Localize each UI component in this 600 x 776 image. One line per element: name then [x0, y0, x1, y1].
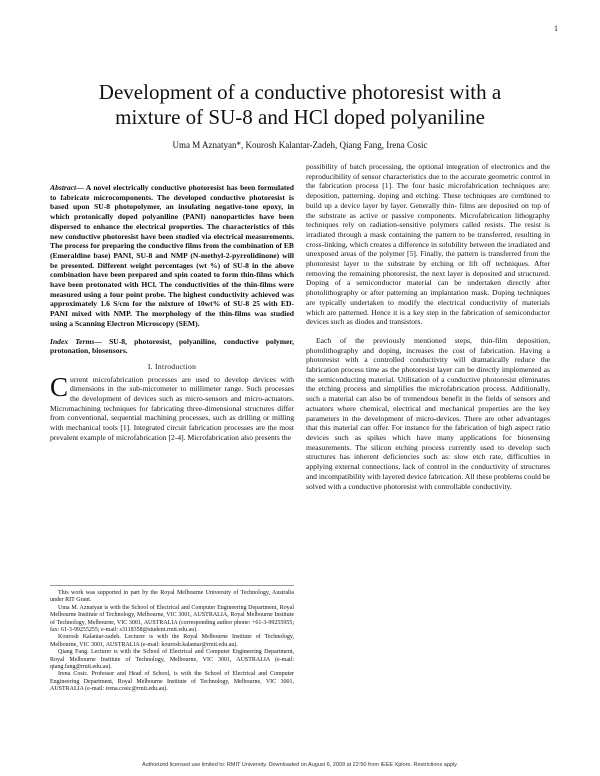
title-line-2: mixture of SU-8 and HCl doped polyaniline: [115, 105, 485, 130]
drop-cap: C: [50, 371, 69, 402]
intro-paragraph: [50, 371, 294, 443]
index-terms-text: — SU-8, photoresist, polyaniline, conductive polymer, protonation, biosensors.: [50, 336, 294, 356]
abstract-label: Abstract: [50, 183, 77, 192]
abstract-text: — A novel electrically conductive photoresist has been formulated to fabricate microcomponents. The developed conductive photoresist is based upon SU-8 photopolymer, an insulating negative-tone epoxy, in which protonically doped polyaniline (PANI) nanoparticles have been dispersed to enhance the electrical properties. The characteristics of this new conductive photoresist have been studied via electrical measurements. The process for preparing the conductive films from the combination of EB (Emeraldine base) PANI, SU-8 and NMP (N-methyl-2-pyrrolidinone) will be presented. Different weight percentages (wt %) of SU-8 in the above combination have been prepared and spin coated to form thin-films which have been protonated with HCl. The conductivities of the thin-films were measured using a four point probe. The highest conductivity achieved was approximately 1.6 S/cm for the mixture of 10wt% of SU-8 25 with ED-PANI mixed with NMP. The morphology of the thin-films was studied using a Scanning Electron Microscopy (SEM).: [50, 183, 294, 328]
paragraph-gap: [306, 327, 550, 336]
body-paragraph-2: Each of the previously mentioned steps, thin-film deposition, photolithography and doping, increases the cost of fabrication. Having a photoresist with a controlled conductivity will dramatically reduce the fabrication process time as the photoresist layer can be directly implemented as the semiconducting material. Utilisation of a conductive photoresist eliminates the etching process and simplifies the microfabrication process. Additionally, such a material can also be of tremendous benefit in the fields of sensors and actuators where chemical, electrical and mechanical properties are the key parameters in the development of micro-devices. There are other advantages that this material can offer. For instance for the fabrication of high aspect ratio devices such as spikes which have many applications for biosensing measurements. The silicon etching process currently used to develop such structures has inherent deficiencies such as: slow etch rate, difficulties in applying external connections, lack of control in the conductivity of structures and incompatibility with layered device fabrication. All these problems could be solved with a conductive photoresist with controllable conductivity.: [306, 335, 550, 491]
section-heading-introduction: I. Introduction: [147, 361, 197, 371]
title-line-1: Development of a conductive photoresist with a: [98, 80, 502, 105]
page-number: 1: [554, 24, 558, 33]
author-list: Uma M Aznatyan*, Kourosh Kalantar-Zadeh, Qiang Fang, Irena Cosic: [172, 140, 428, 150]
left-column: [50, 183, 294, 443]
index-terms: [50, 337, 294, 356]
footnote-author-4: Irena Cosic. Professor and Head of School, is with the School of Electrical and Computer Engineering Department, Royal Melbourne Institute of Technology, Melbourne, VIC 3001, AUSTRALIA (e-mail: irena.cosic@rmit.edu.au).: [50, 671, 294, 693]
index-terms-label: Index Terms: [50, 336, 95, 346]
right-column: [306, 162, 550, 491]
abstract: [50, 183, 294, 329]
body-paragraph-1: possibility of batch processing, the optional integration of electronics and the reproducibility of sensor characteristics due to the accurate geometric control in the fabrication process [1]. The four basic microfabrication techniques are: deposition, patterning, doping and etching. These techniques are combined to build up a device layer by layer. Generally thin- films are deposited on top of the substrate as active or passive components. Microfabrication lithography techniques rely on radiation-sensitive polymers called resists. The resist is irradiated through a mask containing the pattern to be transferred, resulting in cross-linking, which creates a difference in solubility between the irradiated and unexposed areas of the polymer [5]. Finally, the pattern is transferred from the photoresist layer to the substrate by etching or lift off techniques. After removing the remaining photoresist, the next layer is deposited and structured. Doping of a semiconductor material can be undertaken directly after photolithography or after patterning an implantation mask. Doping techniques are typically undertaken to modify the electrical conductivity of materials which are patterned. Hence it is a key step in the fabrication of semiconductor devices such as diodes and transistors.: [306, 162, 550, 327]
footnote-author-3: Qiang Fang. Lecturer is with the School of Electrical and Computer Engineering Department, Royal Melbourne Institute of Technology, Melbourne, VIC 3001, AUSTRALIA (e-mail: qiang.fang@rmit.edu.au).: [50, 649, 294, 671]
paper-title: [40, 80, 560, 130]
footnotes: [50, 585, 294, 694]
intro-paragraph-text: urrent microfabrication processes are used to develop devices with dimensions in the sub-micrometer to millimeter range. Such processes the development of devices such as micro-sensors and micro-actuators. Micromachining techniques for fabricating three-dimensional structures differ from conventional, sequential machining processes, such as drilling or milling with mechanical tools [1]. Integrated circuit fabrication processes are the most prevalent example of microfabrication [2-4]. Microfabrication also presents the: [50, 374, 294, 442]
footnote-funding: This work was supported in part by the Royal Melbourne University of Technology, Australia under RIT Grant.: [50, 590, 294, 604]
license-footer: Authorized licensed use limited to: RMIT University. Downloaded on August 6, 2009 at 22:50 from IEEE Xplore. Restrictions apply.: [141, 762, 459, 768]
footnote-author-1: Uma M. Aznatyan is with the School of Electrical and Computer Engineering Department, Royal Melbourne Institute of Technology, Melbourne, VIC 3001, AUSTRALIA, Royal Melbourne Institute of Technology, Melbourne, VIC 3001, AUSTRALIA (corresponding author phone: +61-3-99255955; fax: 61-3-99255255; e-mail: s3118358@student.rmit.edu.au).: [50, 604, 294, 634]
footnote-author-2: Kourosh Kalantar-zadeh. Lecturer is with the Royal Melbourne Institute of Technology, Melbourne, VIC 3001, AUSTRALIA (e-mail: kourosh.kalantar@rmit.edu.au).: [50, 634, 294, 648]
